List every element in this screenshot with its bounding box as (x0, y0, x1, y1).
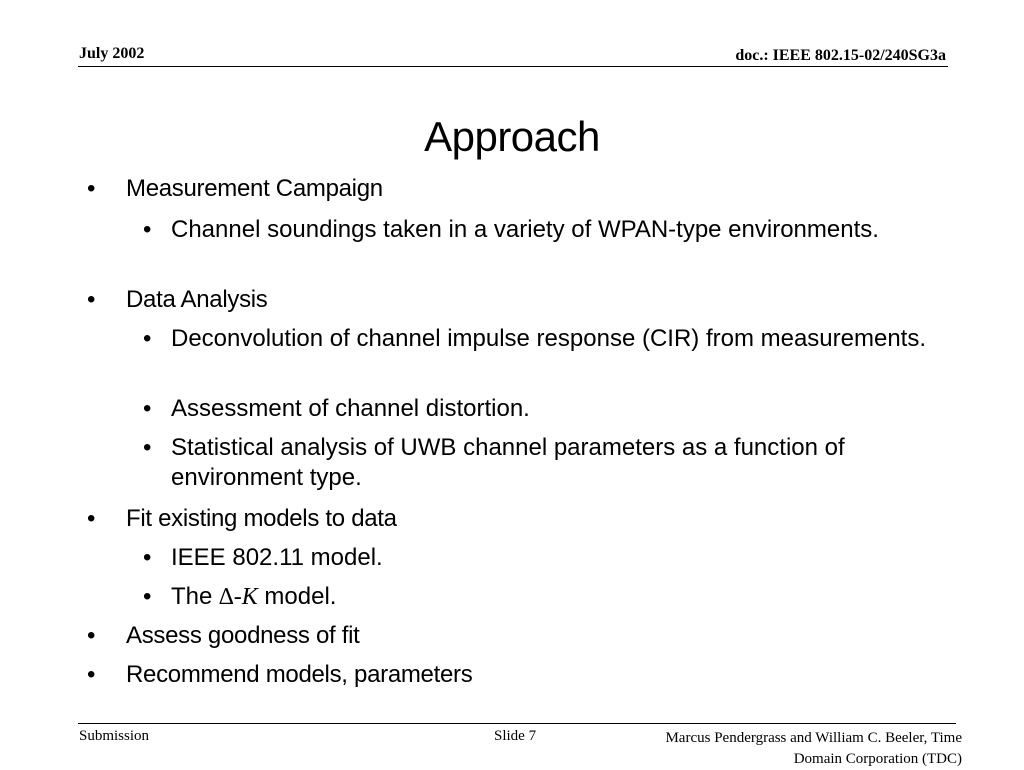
slide-title: Approach (424, 113, 600, 160)
bullet-glyph: • (87, 505, 96, 532)
sub-bullet-deconvolution (143, 324, 953, 354)
bullet-recommend-models (87, 660, 947, 690)
bullet-text: Assess goodness of fit (126, 622, 360, 649)
bullet-measurement-campaign (87, 174, 947, 204)
bullet-text: Data Analysis (126, 286, 268, 313)
sub-bullet-text (171, 582, 953, 612)
bullet-glyph: • (143, 395, 152, 422)
bullet-text: Measurement Campaign (126, 175, 383, 202)
bullet-glyph: • (87, 622, 96, 649)
bullet-glyph: • (143, 583, 152, 610)
sub-bullet-delta-k-model (143, 582, 953, 612)
delta-k-symbol (219, 584, 258, 610)
sub-bullet-text: IEEE 802.11 model. (171, 544, 383, 571)
sub-bullet-text: Channel soundings taken in a variety of WPAN-type environments. (171, 216, 879, 243)
bullet-glyph: • (143, 544, 152, 571)
footer-authors (665, 728, 962, 770)
bullet-glyph: • (87, 286, 96, 313)
bullet-glyph: • (87, 661, 96, 688)
bullet-glyph: • (143, 216, 152, 243)
delta-k-suffix: model. (257, 583, 337, 610)
footer-submission: Submission (79, 728, 150, 744)
bullet-data-analysis (87, 285, 947, 315)
bullet-text: Fit existing models to data (126, 505, 397, 532)
sub-bullet-text: Deconvolution of channel impulse response (CIR) from measurements. (171, 325, 927, 352)
bullet-text: Recommend models, parameters (126, 661, 473, 688)
footer-divider (78, 723, 956, 724)
footer-slide-number: Slide 7 (494, 728, 537, 744)
sub-bullet-text: Assessment of channel distortion. (171, 395, 530, 422)
footer-authors-line2: Domain Corporation (TDC) (793, 751, 962, 767)
bullet-fit-models (87, 504, 947, 534)
sub-bullet-text: Statistical analysis of UWB channel parameters as a function of environment type. (171, 434, 845, 491)
delta-k-prefix: The (171, 583, 220, 610)
sub-bullet-distortion (143, 394, 953, 424)
sub-bullet-channel-soundings (143, 215, 953, 245)
bullet-glyph: • (87, 175, 96, 202)
footer-authors-line1: Marcus Pendergrass and William C. Beeler, Time (665, 730, 962, 746)
k-variable: K (241, 584, 258, 610)
bullet-glyph: • (143, 325, 152, 352)
header-date: July 2002 (79, 45, 145, 62)
bullet-assess-fit (87, 621, 947, 651)
header-doc-id: doc.: IEEE 802.15-02/240SG3a (735, 47, 946, 64)
sub-bullet-statistical-analysis (143, 433, 953, 493)
sub-bullet-ieee-model (143, 543, 953, 573)
bullet-glyph: • (143, 434, 152, 461)
delta-symbol: ∆- (219, 584, 242, 610)
